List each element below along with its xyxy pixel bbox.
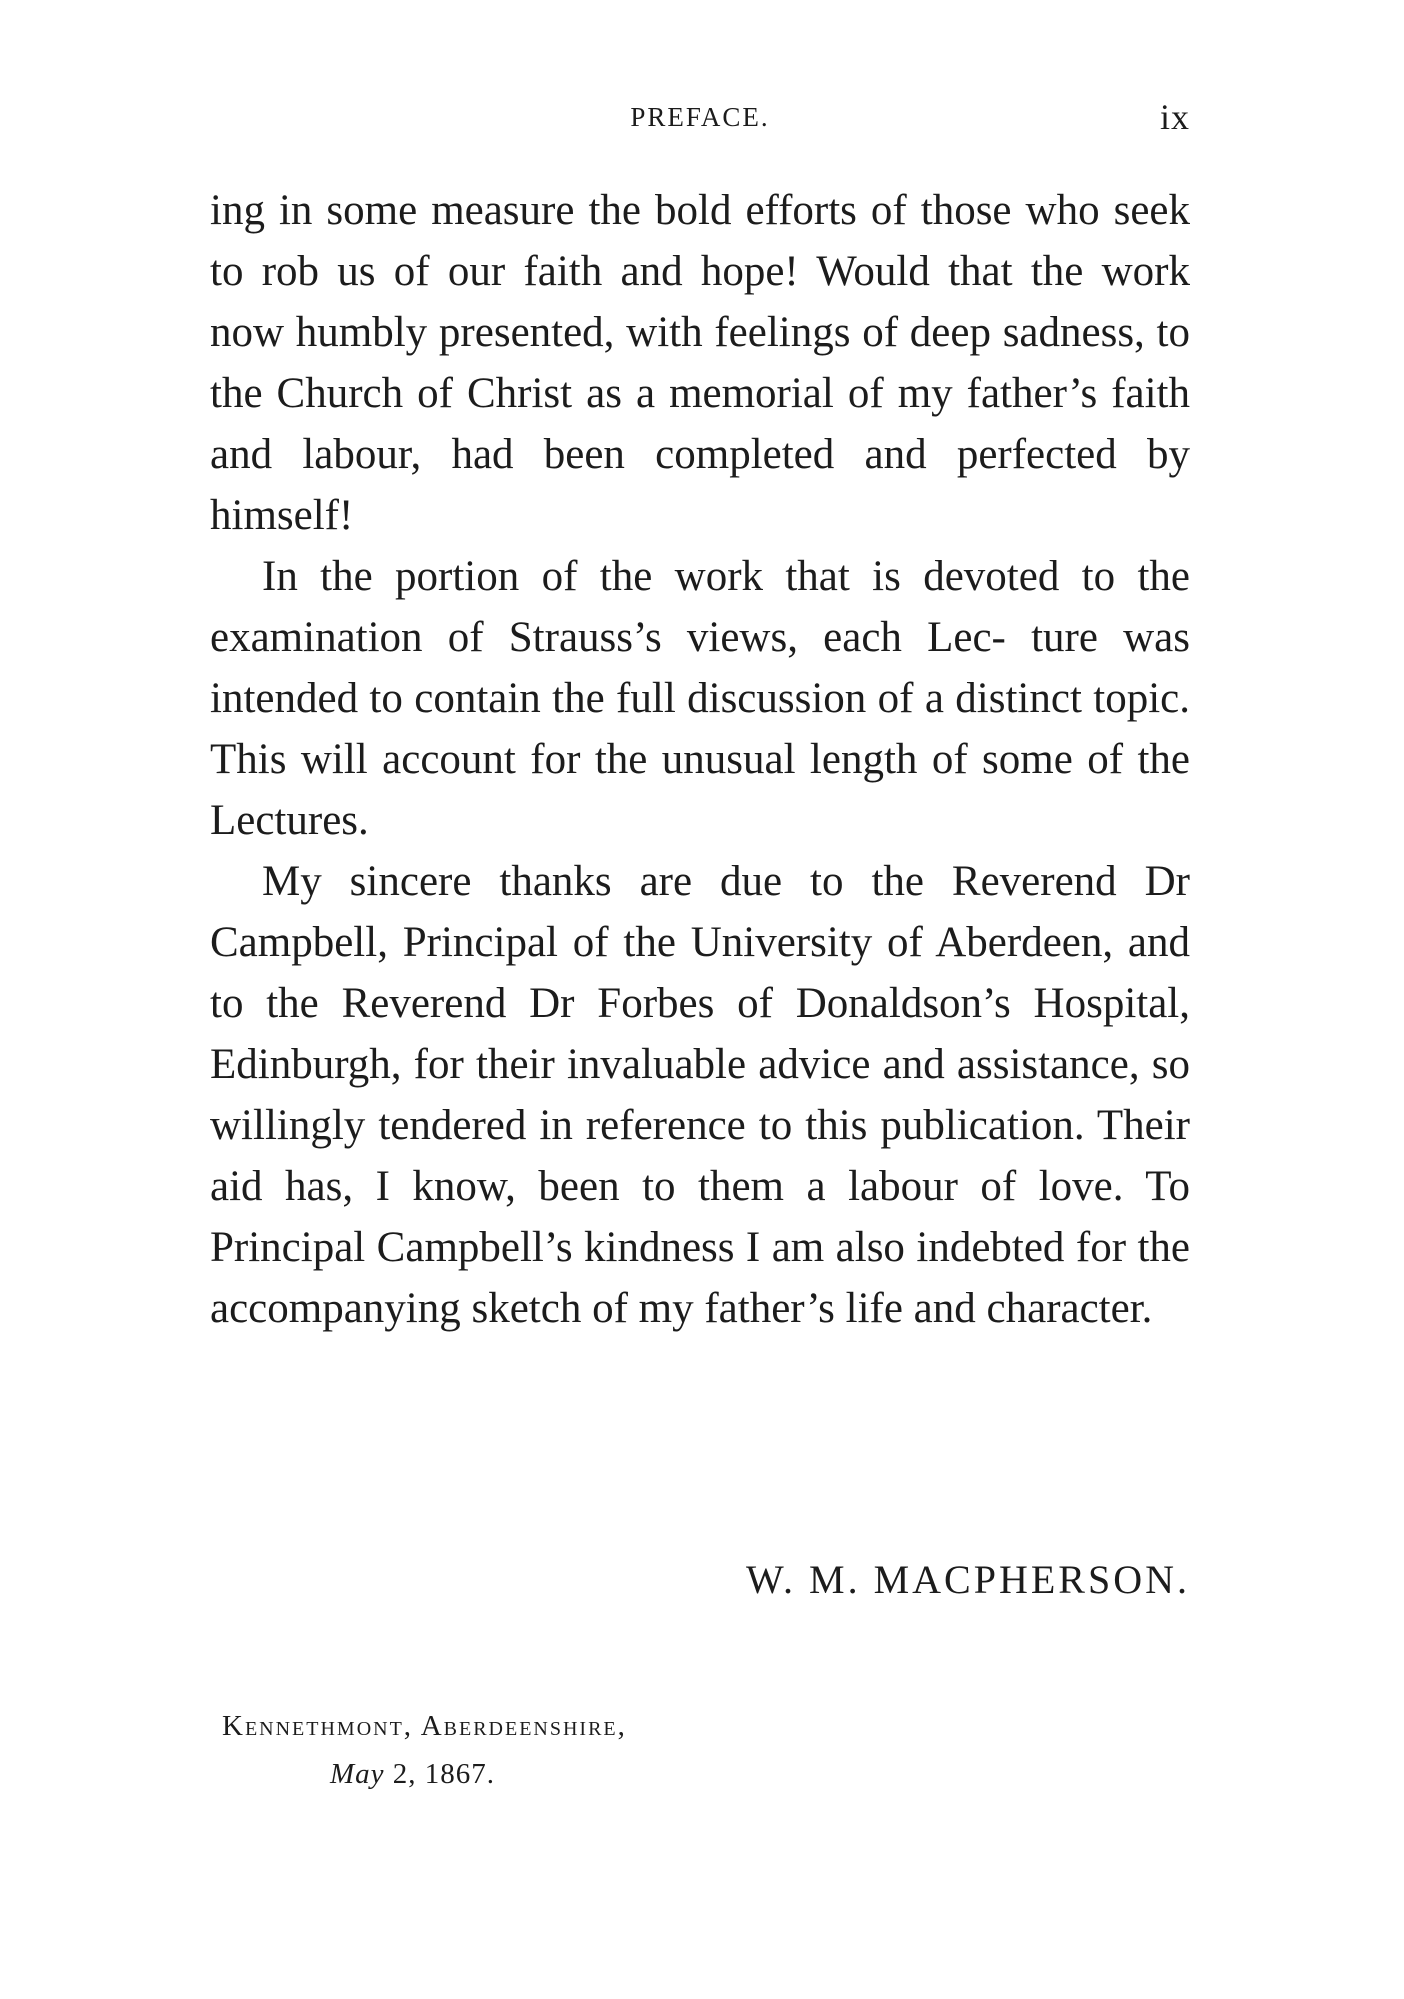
paragraph-continuation: ing in some measure the bold efforts of those who seek to rob us of our faith and hope! Would that the work now humbly presented, with feelings of deep sadness, to the Church of Christ as a memorial of my father’s faith and labour, had been completed and perfected by himself! (210, 187, 1190, 539)
page-number: ix (1159, 97, 1190, 137)
running-head (210, 96, 1190, 140)
author-signature: W. M. MACPHERSON. (745, 1557, 1190, 1602)
dateline-month: May (330, 1758, 385, 1790)
paragraph-thanks: My sincere thanks are due to the Reverend Dr Campbell, Principal of the University of Aberdeen, and to the Reverend Dr Forbes of Donaldson’s Hospital, Edinburgh, for their invaluable advice and assistance, so willingly tendered in reference to this publication. Their aid has, I know, been to them a labour of love. To Principal Campbell’s kindness I am also indebted for the accompanying sketch of my father’s life and character. (210, 858, 1190, 1332)
running-title: PREFACE. (630, 102, 770, 132)
preface-body (210, 180, 1190, 1339)
dateline-place: Kennethmont, Aberdeenshire, (222, 1710, 627, 1742)
dateline-date (330, 1758, 495, 1791)
paragraph-strauss: In the portion of the work that is devoted to the examination of Strauss’s views, each Lec- ture was intended to contain the full discussion of a distinct topic. This will account for the unusual length of some of the Lectures. (210, 553, 1190, 844)
dateline-year: 2, 1867. (384, 1758, 496, 1790)
